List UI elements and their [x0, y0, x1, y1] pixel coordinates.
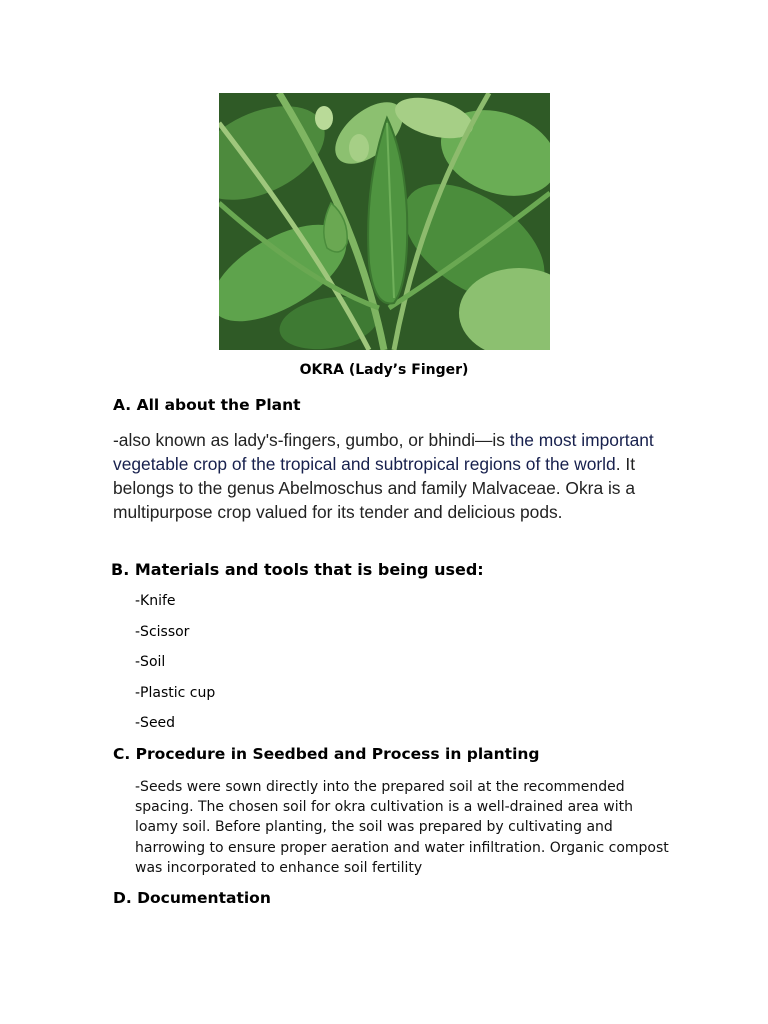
list-item: -Seed — [135, 715, 176, 731]
materials-list — [135, 593, 215, 746]
section-a-text-part2: . It belongs to the genus Abelmoschus and family Malvaceae. Okra is a multipurpose crop valued for its tender and delicious pods. — [113, 454, 636, 522]
section-b-heading: B. Materials and tools that is being used: — [111, 560, 484, 579]
section-a-text — [113, 428, 673, 524]
section-c-text: -Seeds were sown directly into the prepared soil at the recommended spacing. The chosen soil for okra cultivation is a well-drained area with loamy soil. Before planting, the soil was prepared by cultivating and harrowing to ensure proper aeration and water infiltration. Organic compost was incorporated to enhance soil fertility — [135, 779, 669, 876]
list-item: -Soil — [135, 654, 166, 670]
list-item: -Knife — [135, 593, 176, 609]
section-a-text-highlight: the most important vegetable crop of the tropical and subtropical regions of the world — [113, 430, 654, 474]
list-item: -Scissor — [135, 623, 190, 640]
list-item: -Plastic cup — [135, 684, 216, 701]
section-c-heading: C. Procedure in Seedbed and Process in planting — [113, 745, 540, 763]
okra-plant-photo — [219, 93, 550, 350]
section-d-heading: D. Documentation — [113, 889, 271, 907]
image-caption: OKRA (Lady’s Finger) — [299, 362, 469, 378]
section-a-text-part1: -also known as lady's-fingers, gumbo, or bhindi—is — [113, 430, 510, 450]
section-a-heading: A. All about the Plant — [113, 396, 301, 414]
